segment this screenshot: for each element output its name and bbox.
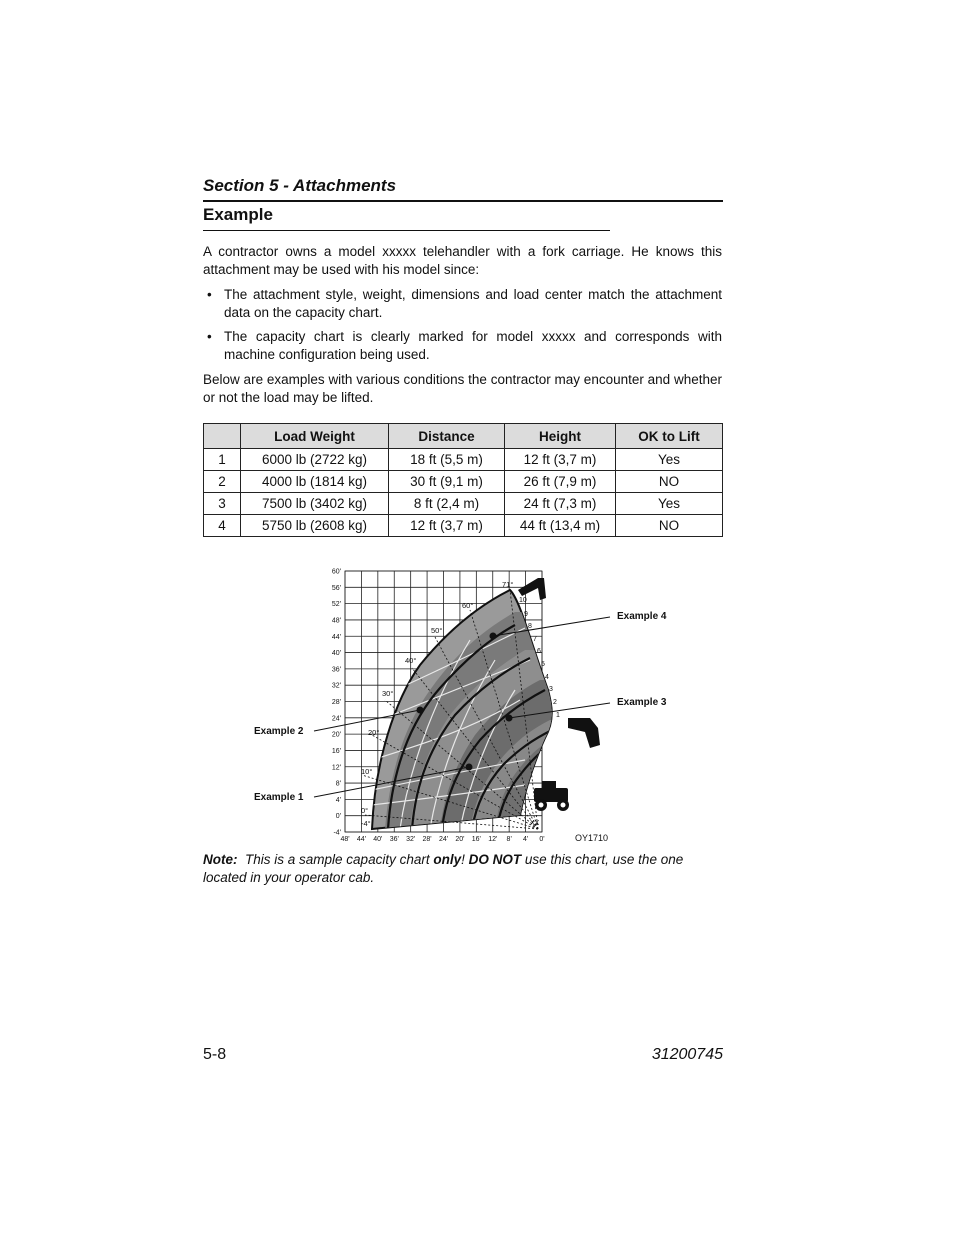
- table-cell: 6000 lb (2722 kg): [241, 449, 389, 471]
- table-cell: 4000 lb (1814 kg): [241, 471, 389, 493]
- extension-label: 4: [545, 674, 549, 681]
- y-tick-label: 40': [331, 650, 341, 658]
- table-cell: 26 ft (7,9 m): [505, 471, 616, 493]
- note-emphasis: only: [433, 852, 462, 867]
- y-tick-label: 52': [331, 601, 341, 609]
- table-header-cell: Load Weight: [241, 424, 389, 449]
- x-tick-label: 8': [506, 836, 512, 843]
- figure-code: OY1710: [575, 833, 609, 843]
- table-header-cell: Distance: [389, 424, 505, 449]
- y-tick-label: 4': [335, 796, 341, 804]
- table-cell: 44 ft (13,4 m): [505, 515, 616, 537]
- table-cell: 8 ft (2,4 m): [389, 493, 505, 515]
- table-cell: Yes: [616, 449, 723, 471]
- angle-label: 10°: [361, 767, 373, 776]
- y-tick-label: -4': [333, 829, 341, 837]
- x-tick-label: 20': [455, 836, 465, 843]
- extension-label: 5: [541, 661, 545, 668]
- bucket-attachment-icon: [568, 718, 600, 748]
- y-tick-label: 0': [335, 813, 341, 821]
- y-tick-label: 28': [331, 699, 341, 706]
- note-text: use this chart, use the one located in your operator cab.: [203, 852, 684, 885]
- table-header-cell: Height: [505, 424, 616, 449]
- examples-paragraph: Below are examples with various conditions the contractor may encounter and whether or not the load may be lifted.: [203, 372, 722, 405]
- y-tick-label: 48': [331, 617, 341, 625]
- extension-label: 10: [519, 597, 527, 604]
- y-tick-label: 56': [331, 584, 341, 592]
- table-cell: 30 ft (9,1 m): [389, 471, 505, 493]
- x-tick-label: 4': [522, 836, 529, 843]
- y-tick-label: 8': [335, 780, 341, 788]
- xx-label: XX: [530, 820, 540, 827]
- example-1-label: Example 1: [254, 792, 304, 803]
- section-title: Section 5 - Attachments: [203, 176, 397, 195]
- angle-label: 30°: [382, 689, 394, 698]
- angle-label: 0°: [361, 806, 369, 815]
- table-cell: 2: [204, 471, 241, 493]
- angle-label: 50°: [431, 626, 443, 635]
- example-3-label: Example 3: [617, 697, 667, 708]
- intro-paragraph: A contractor owns a model xxxxx telehandler with a fork carriage. He knows this attachment may be used with his model since:: [203, 244, 722, 277]
- extension-label: 6: [537, 648, 541, 655]
- extension-label: 7: [533, 636, 537, 643]
- extension-label: 8: [528, 623, 532, 630]
- angle-label: 71°: [502, 580, 514, 589]
- extension-label: 2: [553, 699, 557, 706]
- table-cell: 24 ft (7,3 m): [505, 493, 616, 515]
- x-tick-label: 16': [471, 836, 481, 843]
- table-cell: 5750 lb (2608 kg): [241, 515, 389, 537]
- x-tick-label: 0': [539, 836, 545, 843]
- extension-label: 1: [556, 712, 560, 719]
- x-tick-label: 48': [340, 836, 350, 843]
- y-tick-label: 16': [331, 747, 341, 755]
- y-tick-label: 36': [331, 666, 341, 674]
- table-cell: Yes: [616, 493, 723, 515]
- table-cell: NO: [616, 515, 723, 537]
- note-text: This is a sample capacity chart: [245, 852, 434, 867]
- bullet-item: The capacity chart is clearly marked for model xxxxx and corresponds with machine configuration being used.: [224, 329, 722, 362]
- table-cell: 7500 lb (3402 kg): [241, 493, 389, 515]
- telehandler-icon: [534, 781, 569, 811]
- example-4-label: Example 4: [617, 611, 667, 622]
- table-cell: NO: [616, 471, 723, 493]
- bullet-marker: •: [207, 329, 212, 344]
- table-cell: 12 ft (3,7 m): [505, 449, 616, 471]
- page-number: 5-8: [203, 1046, 227, 1063]
- x-tick-label: 24': [438, 836, 449, 843]
- x-tick-label: 28': [422, 836, 432, 843]
- x-tick-label: 32': [406, 836, 416, 843]
- y-tick-label: 12': [331, 764, 341, 772]
- extension-label: 3: [549, 686, 553, 693]
- y-tick-label: 24': [331, 715, 341, 723]
- y-tick-label: 20': [331, 731, 341, 739]
- table-cell: 3: [204, 493, 241, 515]
- x-tick-label: 40': [373, 836, 383, 843]
- y-tick-label: 32': [331, 682, 341, 690]
- angle-label: 40°: [405, 656, 417, 665]
- table-cell: 1: [204, 449, 241, 471]
- x-tick-label: 12': [488, 836, 498, 843]
- document-number: 31200745: [651, 1046, 723, 1063]
- note-label: Note:: [203, 852, 238, 867]
- x-tick-label: 44': [356, 836, 366, 843]
- bullet-item: The attachment style, weight, dimensions and load center match the attachment data on the capacity chart.: [224, 287, 722, 320]
- table-cell: 12 ft (3,7 m): [389, 515, 505, 537]
- y-tick-label: 60': [331, 568, 341, 576]
- example-2-label: Example 2: [254, 726, 304, 737]
- angle-label: -4°: [361, 819, 371, 828]
- table-cell: 4: [204, 515, 241, 537]
- table-header-cell: OK to Lift: [616, 424, 723, 449]
- table-cell: 18 ft (5,5 m): [389, 449, 505, 471]
- note-paragraph: [203, 851, 723, 886]
- subsection-title: Example: [203, 205, 273, 224]
- angle-label: 60°: [462, 601, 474, 610]
- x-tick-label: 36': [389, 836, 399, 843]
- extension-label: 9: [524, 611, 528, 618]
- bullet-marker: •: [207, 287, 212, 302]
- y-tick-label: 44': [331, 633, 341, 641]
- angle-label: 20°: [368, 728, 380, 737]
- note-text: !: [461, 852, 469, 867]
- note-emphasis: DO NOT: [468, 852, 522, 867]
